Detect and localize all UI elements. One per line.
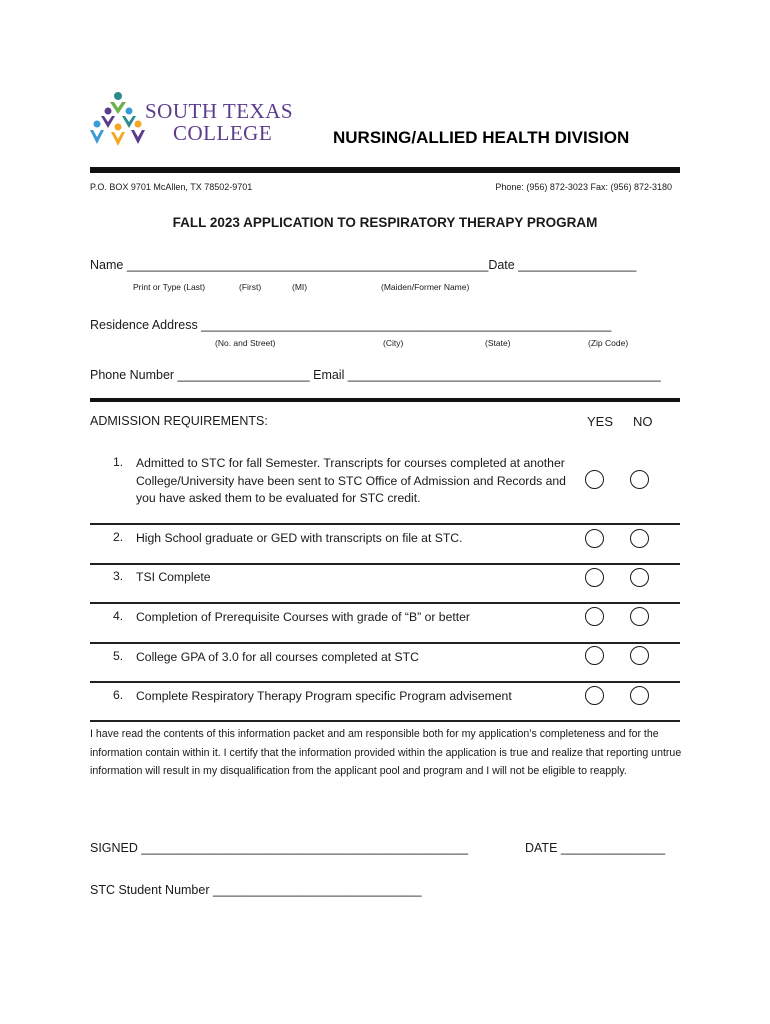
req-2-yes-radio[interactable]: [585, 529, 604, 548]
req-1-text: Admitted to STC for fall Semester. Transcripts for courses completed at another College/University have been sent to STC Office of Admission and Records and you have asked them to be evaluated for STC credit.: [136, 456, 566, 505]
phone-email-field[interactable]: Phone Number ___________________ Email _____________________________________________: [90, 368, 661, 382]
req-2-number: 2.: [113, 530, 124, 544]
req-1-number: 1.: [113, 455, 124, 469]
req-5-yes-radio[interactable]: [585, 646, 604, 665]
people-logo-icon: [88, 90, 146, 150]
req-6-yes-radio[interactable]: [585, 686, 604, 705]
req-1-yes-radio[interactable]: [585, 470, 604, 489]
req-6-text: Complete Respiratory Therapy Program specific Program advisement: [136, 689, 512, 703]
admission-heading: ADMISSION REQUIREMENTS:: [90, 414, 268, 428]
row-divider: [90, 681, 680, 683]
signed-field[interactable]: SIGNED _______________________________________________: [90, 841, 469, 855]
req-6-no-radio[interactable]: [630, 686, 649, 705]
req-4-yes-radio[interactable]: [585, 607, 604, 626]
row-divider: [90, 523, 680, 525]
res-sub-city: (City): [383, 338, 404, 348]
mailing-address: P.O. BOX 9701 McAllen, TX 78502-9701: [90, 182, 253, 192]
req-3-no-radio[interactable]: [630, 568, 649, 587]
certification-statement: I have read the contents of this information packet and am responsible both for my application’s completeness and for the information contain within it. I certify that the information provided within the application is true and realize that reporting untrue information will result in my disqualification from the applicant pool and program and I will not be eligible to reapply.: [90, 728, 682, 777]
row-divider: [90, 642, 680, 644]
req-3-yes-radio[interactable]: [585, 568, 604, 587]
student-number-field[interactable]: STC Student Number ______________________________: [90, 883, 422, 897]
req-2-no-radio[interactable]: [630, 529, 649, 548]
req-3-text: TSI Complete: [136, 570, 211, 584]
row-divider: [90, 720, 680, 722]
req-5-number: 5.: [113, 649, 124, 663]
req-1-no-radio[interactable]: [630, 470, 649, 489]
signature-date-field[interactable]: DATE _______________: [525, 841, 666, 855]
name-sub-mi: (MI): [292, 282, 308, 292]
req-4-number: 4.: [113, 609, 124, 623]
name-date-field[interactable]: Name ____________________________________________________Date _________________: [90, 258, 637, 272]
phone-fax: Phone: (956) 872-3023 Fax: (956) 872-3180: [495, 182, 672, 192]
college-name-line2: COLLEGE: [173, 121, 273, 145]
requirements-divider: [90, 398, 680, 402]
req-5-text: College GPA of 3.0 for all courses completed at STC: [136, 650, 419, 664]
name-sub-first: (First): [239, 282, 262, 292]
req-4-text: Completion of Prerequisite Courses with grade of “B” or better: [136, 610, 470, 624]
form-title: FALL 2023 APPLICATION TO RESPIRATORY THERAPY PROGRAM: [172, 215, 598, 230]
req-3-number: 3.: [113, 569, 124, 583]
name-sub-last: Print or Type (Last): [133, 282, 206, 292]
college-logo: [88, 90, 318, 150]
req-5-no-radio[interactable]: [630, 646, 649, 665]
yes-column-label: YES: [587, 414, 614, 429]
name-sub-maiden: (Maiden/Former Name): [381, 282, 470, 292]
row-divider: [90, 602, 680, 604]
res-sub-street: (No. and Street): [215, 338, 276, 348]
residence-address-field[interactable]: Residence Address ___________________________________________________________: [90, 318, 612, 332]
division-title: NURSING/ALLIED HEALTH DIVISION: [333, 128, 630, 147]
no-column-label: NO: [633, 414, 653, 429]
row-divider: [90, 563, 680, 565]
req-2-text: High School graduate or GED with transcripts on file at STC.: [136, 531, 463, 545]
header-divider: [90, 167, 680, 173]
req-4-no-radio[interactable]: [630, 607, 649, 626]
college-name-line1: SOUTH TEXAS: [145, 99, 294, 123]
res-sub-zip: (Zip Code): [588, 338, 629, 348]
req-6-number: 6.: [113, 688, 124, 702]
res-sub-state: (State): [485, 338, 511, 348]
